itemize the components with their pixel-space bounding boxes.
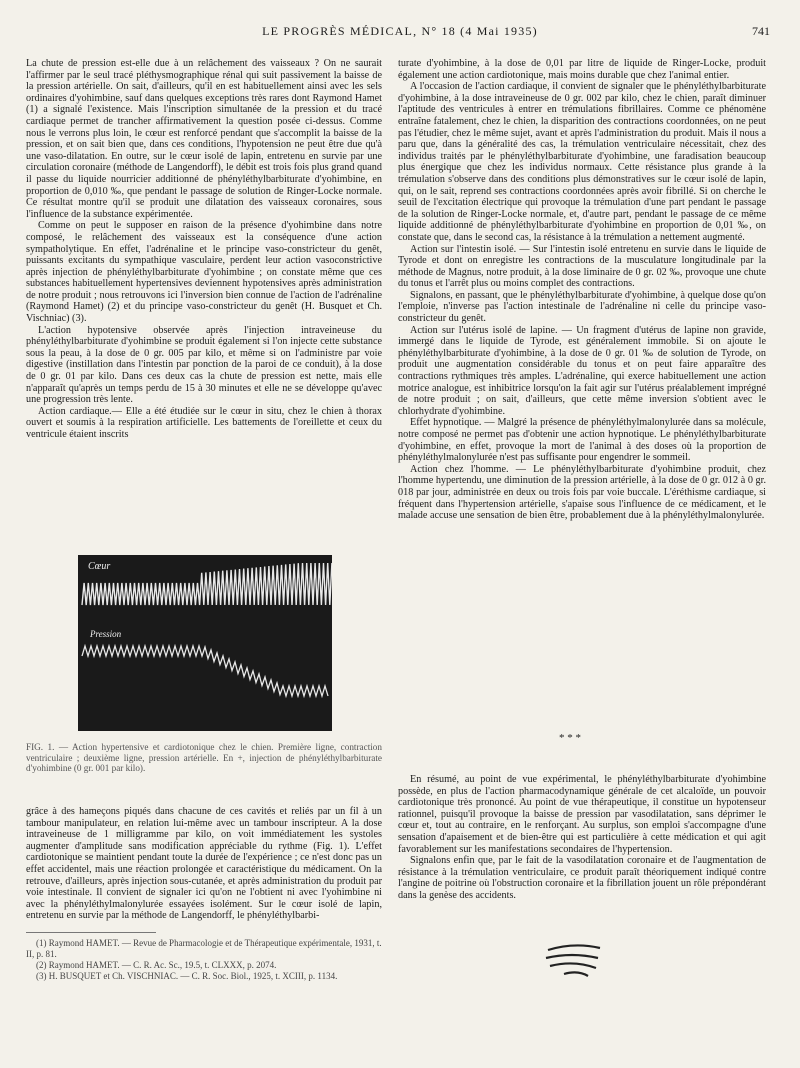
kymograph-figure bbox=[78, 555, 332, 731]
printer-ornament bbox=[544, 940, 604, 980]
paragraph: Action sur l'intestin isolé. — Sur l'intestin isolé entretenu en survie dans le liquide de Tyrode et dont on enregistre les contractions de la musculature longitudinale par la méthode de Magnus, notre produit, à la dose liminaire de 0 gr. 02 ‰, provoque une chute du tonus et l'arrêt plus ou moins complet des contractions. bbox=[398, 243, 766, 290]
paragraph: Action cardiaque.— Elle a été étudiée sur le cœur in situ, chez le chien à thorax ouvert et soumis à la respiration artificielle. Les battements de l'oreillette et ceux du ventricule étaient inscrits bbox=[26, 405, 382, 440]
footnote: (1) Raymond HAMET. — Revue de Pharmacologie et de Thérapeutique expérimentale, 1931, t. II, p. 81. bbox=[26, 938, 382, 959]
paragraph: turate d'yohimbine, à la dose de 0,01 par litre de liquide de Ringer-Locke, produit également une action cardiotonique, mais moins durable que chez l'animal entier. bbox=[398, 58, 766, 81]
footnotes bbox=[26, 938, 382, 982]
paragraph: L'action hypotensive observée après l'injection intraveineuse du phényléthylbarbiturate d'yohimbine se produit également si l'on injecte cette substance sous la peau, à la dose de 0 gr. 005 par kilo, et même si on l'administre par voie digestive (instillation dans l'intestin par ponction de la paroi de ce conduit), à la dose de 0 gr. 01 par kilo. Dans ces deux cas la chute de pression est nette, mais elle n'apparaît qu'après un temps perdu de 15 à 30 minutes et elle ne se développe qu'avec une progression très lente. bbox=[26, 324, 382, 406]
page-number: 741 bbox=[752, 24, 770, 38]
paragraph: Action sur l'utérus isolé de lapine. — Un fragment d'utérus de lapine non gravide, immergé dans le liquide de Tyrode, est généralement immobile. Si on ajoute le phényléthylbarbiturate d'yohimbine, à la dose de 0 gr. 01 ‰ de solution de Tyrode, on produit une augmentation considérable du tonus et on peut faire apparaître des contractions rythmiques très amples. L'adrénaline, qui exerce habituellement une action motrice analogue, est inhibitrice lorsqu'on la fait agir sur l'utérus préalablement imprégné de notre produit ; on sait, d'ailleurs, que cette même inversion s'obtient avec le chlorhydrate d'yohimbine. bbox=[398, 324, 766, 417]
section-asterism: * * * bbox=[559, 732, 581, 744]
left-column-continued bbox=[26, 806, 382, 922]
paragraph: Comme on peut le supposer en raison de la présence d'yohimbine dans notre composé, le relâchement des vaisseaux est la conséquence d'une action sympatholytique. En effet, l'adrénaline et le principe vaso-constricteur du genêt, puissants excitants du sympathique vasculaire, perdent leur action vasoconstrictive après injection de phényléthylbarbiturate d'yohimbine ; on constate même que ces substances habituellement hypertensives deviennent hypotensives après administration de notre produit ; nous retrouvons ici l'inversion bien connue de l'action de l'adrénaline (Raymond Hamet) (2) et du principe vaso-constricteur du genêt (H. Busquet et Ch. Vischniac) (3). bbox=[26, 220, 382, 325]
paragraph: Signalons, en passant, que le phényléthylbarbiturate d'yohimbine, à quelque dose qu'on l'emploie, n'inverse pas l'action intestinale de l'adrénaline ni celle du principe vaso-constricteur du genêt. bbox=[398, 289, 766, 325]
running-header bbox=[0, 22, 800, 44]
left-column bbox=[26, 58, 382, 441]
right-column bbox=[398, 58, 766, 522]
paragraph: grâce à des hameçons piqués dans chacune de ces cavités et reliés par un fil à un tambour manipulateur, en relation lui-même avec un tambour inscripteur. A la dose intraveineuse de 1 milligramme par kilo, on voit immédiatement les systoles augmenter d'amplitude sans modification appréciable du rythme (Fig. 1). L'effet cardiotonique se maintient pendant toute la durée de l'expérience ; ce n'est donc pas un effet accidentel, mais une réaction prolongée et caractéristique du médicament. On la retrouve, d'ailleurs, après injection sous-cutanée, et après administration du produit par voie intestinale. Il convient de signaler ici qu'on ne l'obtient ni avec l'yohimbine ni avec la phényléthylmalonylurée essayées isolément. Sur le cœur isolé de lapin, entretenu en survie par la méthode de Langendorff, le phényléthylbarbi- bbox=[26, 806, 382, 922]
kymograph-trace bbox=[78, 555, 332, 731]
journal-title: LE PROGRÈS MÉDICAL, N° 18 (4 Mai 1935) bbox=[262, 24, 538, 38]
heart-label: Cœur bbox=[88, 561, 111, 572]
paragraph: Effet hypnotique. — Malgré la présence de phényléthylmalonylurée dans sa molécule, notre composé ne permet pas d'obtenir une action hypnotique. Le phényléthylbarbiturate d'yohimbine, en effet, provoque la mort de l'animal à des doses où la proportion de phényléthylmalonylurée n'est pas suffisante pour engendrer le sommeil. bbox=[398, 417, 766, 464]
paragraph: En résumé, au point de vue expérimental, le phényléthylbarbiturate d'yohimbine possède, en plus de l'action pharmacodynamique générale de cet alcaloïde, un pouvoir cardiotonique très prononcé. Au point de vue thérapeutique, il constitue un hypotenseur rationnel, puisqu'il provoque la baisse de pression par vasodilatation, sans déprimer le cœur et, tout au contraire, en le renforçant. Au surplus, son emploi s'accompagne d'une sensation d'apaisement et de bien-être qui est particulière à cette médication et qui agit favorablement sur les manifestations secondaires de l'hypertension. bbox=[398, 774, 766, 855]
footnote: (2) Raymond HAMET. — C. R. Ac. Sc., 19.5, t. CLXXX, p. 2074. bbox=[36, 960, 277, 970]
footnote: (3) H. BUSQUET et Ch. VISCHNIAC. — C. R. Soc. Biol., 1925, t. XCIII, p. 1134. bbox=[36, 971, 338, 981]
conclusion bbox=[398, 774, 766, 902]
figure-caption: FIG. 1. — Action hypertensive et cardiotonique chez le chien. Première ligne, contraction ventriculaire ; deuxième ligne, pression artérielle. En +, injection de phényléthylbarbiturate d'yohimbine (0 gr. 001 par kilo). bbox=[26, 742, 382, 774]
paragraph: La chute de pression est-elle due à un relâchement des vaisseaux ? On ne saurait l'affirmer par le seul tracé pléthysmographique rénal qui suit passivement la baisse de la pression artérielle. On sait, d'ailleurs, qu'il en est habituellement ainsi avec les sels ordinaires d'yohimbine, sauf dans quelques exceptions très rares dont Raymond Hamet (1) a signalé l'existence. Mais l'inscription simultanée de la pression et du tracé cardiaque permet de trancher affirmativement la question posée ci-dessus. Comme nous le verrons plus loin, le cœur est renforcé pendant que s'accomplit la baisse de la pression, et on sait bien que, dans ces conditions, l'hypotension ne peut être due qu'à une vaso-dilatation. En outre, sur le cœur isolé de lapin, entretenu en survie par une circulation coronaire (méthode de Langendorff), le débit est trois fois plus grand quand il passe du liquide nourricier additionné de phényléthylbarbiturate d'yohimbine, en proportion de 0,010 ‰, que pendant le passage de solution de Ringer-Locke normale. Ce résultat montre qu'il se produit une dilatation des vaisseaux coronaires, sous l'influence de la substance expérimentée. bbox=[26, 58, 382, 220]
paragraph: Signalons enfin que, par le fait de la vasodilatation coronaire et de l'augmentation de résistance à la trémulation ventriculaire, ce produit paraît théoriquement indiqué contre l'angine de poitrine où l'obstruction coronaire et la fibrillation jouent un rôle prépondérant dans la genèse des accidents. bbox=[398, 855, 766, 901]
footnote-divider bbox=[26, 932, 156, 933]
paragraph: A l'occasion de l'action cardiaque, il convient de signaler que le phényléthylbarbiturate d'yohimbine, à la dose intraveineuse de 0 gr. 002 par kilo, chez le chien, paraît diminuer l'aptitude des ventricules à entrer en trémulations fibrillaires. Comme ce phénomène entraîne fatalement, chez le chien, la disparition des contractions coordonnées, on ne peut pas l'étudier, chez le même sujet, avant et après l'administration du produit. Mais il nous a paru que, dans la généralité des cas, la trémulation ventriculaire nécessitait, chez des individus traités par le phényléthylbarbiturate d'yohimbine, une faradisation beaucoup plus énergique que chez les individus normaux. Cette résistance plus grande à la trémulation s'observe dans des conditions plus démonstratives sur le cœur isolé de lapin, qui, on le sait, reprend ses contractions coordonnées après avoir fibrillé. Si on cherche le seuil de l'excitation électrique qui provoque la trémulation d'une part pendant le passage de la solution de Ringer-Locke normale, et, d'autre part, pendant le passage de ce même liquide additionné de phényléthylbarbiturate d'yohimbine en proportion de 0,01 ‰, on constate que, dans le second cas, la résistance à la trémulation a nettement augmenté. bbox=[398, 81, 766, 243]
paragraph: Action chez l'homme. — Le phényléthylbarbiturate d'yohimbine produit, chez l'homme hypertendu, une diminution de la pression artérielle, à la dose de 0 gr. 012 à 0 gr. 018 par jour, administrée en deux ou trois fois par voie buccale. L'éréthisme cardiaque, si fréquent dans l'hypertension artérielle, s'apaise sous l'influence de ce médicament, et le malade accuse une sensation de bien être, probablement due à la phényléthylmalonylurée. bbox=[398, 463, 766, 522]
pressure-label: Pression bbox=[90, 629, 122, 639]
